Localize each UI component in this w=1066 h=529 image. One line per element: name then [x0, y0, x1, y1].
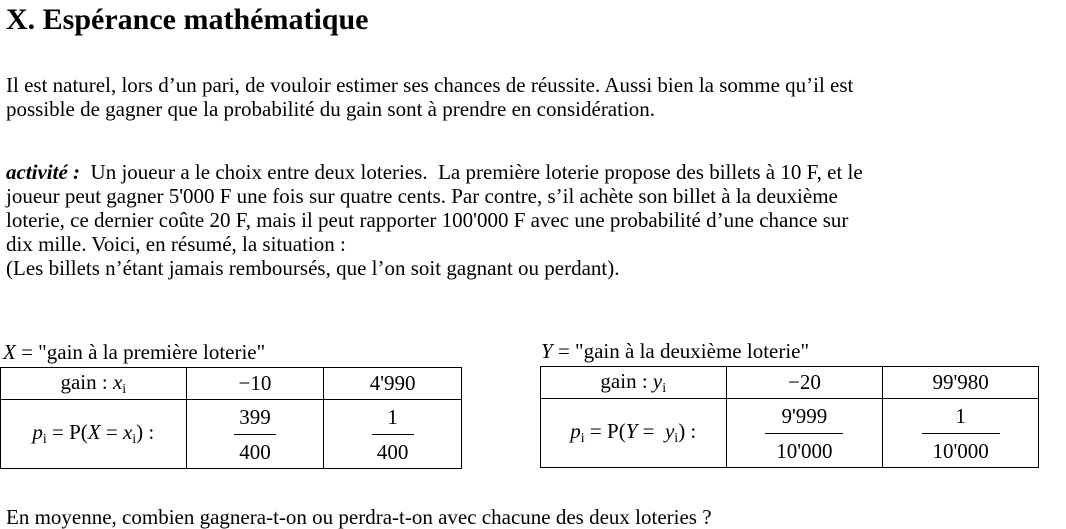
- caption-text: = "gain à la deuxième loterie": [552, 339, 810, 363]
- table-cell: [883, 399, 1039, 468]
- intro-line: possible de gagner que la probabilité du gain sont à prendre en considération.: [6, 97, 656, 121]
- table-cell: [186, 400, 324, 469]
- table-y: [540, 366, 1039, 468]
- table-x: [0, 367, 462, 469]
- activity-line: [6, 160, 863, 184]
- intro-line: Il est naturel, lors d’un pari, de vouloir estimer ses chances de réussite. Aussi bien la somme qu’il est: [6, 73, 854, 97]
- table-row: [1, 400, 462, 469]
- table-cell: [324, 400, 462, 469]
- table-cell: 4'990: [324, 368, 462, 400]
- table-row: [1, 368, 462, 400]
- activity-line: (Les billets n’étant jamais remboursés, que l’on soit gagnant ou perdant).: [6, 256, 620, 280]
- table-cell: −20: [726, 367, 883, 399]
- row-label: $p_i = P(Y = y_i)$ :: [541, 399, 727, 468]
- table-x-caption: [3, 340, 265, 364]
- activity-line: joueur peut gagner 5'000 F une fois sur quatre cents. Par contre, s’il achète son billet à la deuxième: [6, 184, 838, 208]
- row-label: gain : $x_i$: [1, 368, 187, 400]
- caption-text: = "gain à la première loterie": [15, 340, 266, 364]
- var-x: X: [3, 340, 16, 364]
- table-y-caption: [541, 339, 809, 363]
- fraction: $\frac{1}{10'000}$: [922, 403, 1000, 464]
- table-cell: −10: [186, 368, 324, 400]
- row-label: $p_i = P(X = x_i)$ :: [1, 400, 187, 469]
- var-y: Y: [541, 339, 553, 363]
- activity-line: loterie, ce dernier coûte 20 F, mais il peut rapporter 100'000 F avec une probabilité d’une chance sur: [6, 208, 849, 232]
- table-cell: [726, 399, 883, 468]
- intro-paragraph: [6, 73, 853, 121]
- activity-label: activité :: [6, 160, 81, 184]
- table-row: [541, 399, 1039, 468]
- section-title: X. Espérance mathématique: [6, 3, 369, 36]
- table-cell: 99'980: [883, 367, 1039, 399]
- fraction: $\frac{9'999}{10'000}$: [765, 403, 843, 464]
- row-label: gain : $y_i$: [541, 367, 727, 399]
- fraction: $\frac{1}{400}$: [372, 404, 414, 465]
- activity-text: Un joueur a le choix entre deux loteries. La première loterie propose des billets à 10 F, et le: [80, 160, 863, 184]
- table-row: [541, 367, 1039, 399]
- question: En moyenne, combien gagnera-t-on ou perdra-t-on avec chacune des deux loteries ?: [6, 505, 712, 529]
- activity-paragraph: [6, 160, 863, 280]
- fraction: $\frac{399}{400}$: [234, 404, 276, 465]
- activity-line: dix mille. Voici, en résumé, la situation :: [6, 232, 346, 256]
